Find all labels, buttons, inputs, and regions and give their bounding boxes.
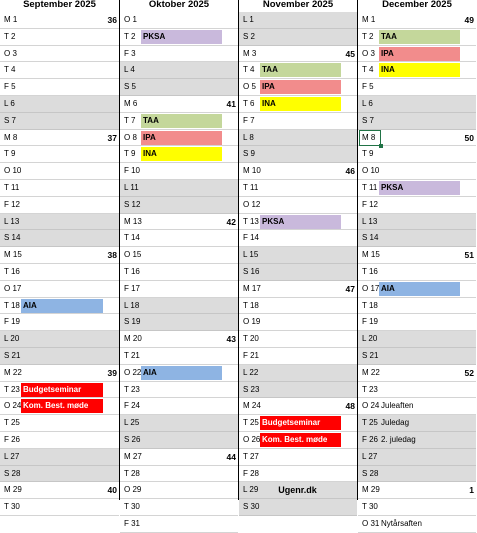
day-label: S 7 [4, 115, 17, 125]
day-row[interactable] [120, 79, 238, 96]
day-row[interactable] [358, 331, 476, 348]
day-row[interactable] [120, 466, 238, 483]
week-number: 47 [345, 283, 355, 294]
event-label: PKSA [141, 30, 222, 44]
day-label: T 11 [362, 183, 378, 192]
day-row[interactable] [358, 482, 476, 499]
event-label: TAA [141, 114, 222, 128]
day-label: F 24 [124, 401, 141, 411]
day-row[interactable] [0, 113, 119, 130]
day-label: F 17 [124, 283, 141, 293]
day-label: S 7 [362, 115, 375, 125]
day-label: T 16 [4, 267, 20, 276]
day-label: L 18 [124, 300, 140, 310]
day-row[interactable] [120, 46, 238, 63]
day-row[interactable] [0, 482, 119, 499]
day-row[interactable] [358, 180, 476, 197]
day-label: M 24 [243, 401, 261, 411]
day-label: F 7 [243, 115, 255, 125]
event-label: PKSA [260, 215, 341, 229]
week-number: 43 [226, 334, 236, 345]
day-label: T 4 [243, 65, 255, 75]
day-row[interactable] [358, 516, 476, 533]
day-row[interactable] [120, 146, 238, 163]
day-label: S 12 [124, 199, 141, 209]
day-row[interactable] [0, 180, 119, 197]
day-row[interactable] [120, 214, 238, 231]
day-row[interactable] [358, 365, 476, 382]
day-row[interactable] [0, 214, 119, 231]
day-label: L 13 [362, 216, 378, 226]
day-row[interactable] [239, 466, 357, 483]
day-label: T 7 [124, 115, 136, 125]
day-label: T 30 [362, 502, 378, 512]
day-row[interactable] [0, 130, 119, 147]
day-row[interactable] [358, 12, 476, 29]
event-label: INA [141, 147, 222, 161]
day-row[interactable] [358, 499, 476, 516]
day-label: M 8 [362, 132, 376, 142]
day-label: F 28 [243, 468, 260, 478]
day-row[interactable] [358, 146, 476, 163]
day-row[interactable] [0, 29, 119, 46]
month-title: December 2025 [382, 0, 452, 10]
day-row[interactable] [0, 96, 119, 113]
day-label: M 8 [4, 132, 18, 142]
day-label: T 16 [124, 267, 140, 276]
day-row[interactable] [120, 331, 238, 348]
day-row[interactable] [120, 382, 238, 399]
day-label: O 3 [4, 48, 17, 58]
day-row[interactable] [239, 130, 357, 147]
day-label: M 1 [362, 15, 376, 24]
day-row[interactable] [120, 180, 238, 197]
day-label: T 2 [362, 31, 374, 41]
week-number: 50 [464, 132, 474, 143]
day-row[interactable] [120, 499, 238, 516]
day-row[interactable] [239, 449, 357, 466]
day-label: M 3 [243, 48, 257, 58]
day-label: F 12 [4, 199, 21, 209]
day-row[interactable] [0, 365, 119, 382]
day-row[interactable] [0, 499, 119, 516]
day-label: S 28 [362, 468, 379, 478]
day-row[interactable] [0, 62, 119, 79]
day-row[interactable] [120, 96, 238, 113]
day-label: S 5 [124, 82, 137, 92]
month-column [357, 0, 476, 528]
day-row[interactable] [120, 348, 238, 365]
week-number: 36 [107, 15, 117, 25]
day-label: L 15 [243, 250, 259, 260]
day-label: F 3 [124, 48, 136, 58]
day-row[interactable] [0, 197, 119, 214]
day-label: L 25 [124, 418, 140, 428]
day-label: T 18 [243, 300, 259, 310]
day-label: S 9 [243, 149, 256, 159]
day-row[interactable] [358, 230, 476, 247]
day-row[interactable] [239, 415, 357, 432]
day-label: S 30 [243, 502, 260, 512]
day-label: L 27 [4, 451, 20, 461]
day-label: T 28 [124, 468, 140, 478]
day-row[interactable] [358, 348, 476, 365]
event-label: Budgetseminar [260, 416, 341, 430]
day-row[interactable] [358, 298, 476, 315]
event-label: AIA [141, 366, 222, 380]
day-label: O 24 [362, 401, 380, 411]
day-row[interactable] [120, 398, 238, 415]
day-label: S 2 [243, 31, 256, 41]
day-label: T 21 [124, 351, 140, 360]
day-row[interactable] [120, 449, 238, 466]
day-row[interactable] [358, 314, 476, 331]
day-row[interactable] [358, 197, 476, 214]
day-label: F 12 [362, 199, 379, 209]
day-row[interactable] [120, 29, 238, 46]
day-label: O 24 [4, 401, 22, 411]
day-row[interactable] [239, 331, 357, 348]
day-row[interactable] [239, 79, 357, 96]
day-label: F 19 [4, 317, 21, 327]
day-row[interactable] [239, 113, 357, 130]
day-row[interactable] [358, 415, 476, 432]
day-row[interactable] [358, 281, 476, 298]
day-label: T 9 [362, 149, 374, 159]
day-row[interactable] [0, 415, 119, 432]
day-label: M 15 [4, 250, 22, 260]
day-label: O 12 [243, 199, 261, 209]
day-label: O 29 [124, 485, 142, 495]
day-label: T 25 [4, 418, 20, 428]
month-title: Oktober 2025 [148, 0, 210, 10]
day-row[interactable] [239, 146, 357, 163]
day-label: F 26 [4, 435, 21, 444]
event-label: TAA [379, 30, 460, 44]
day-row[interactable] [358, 29, 476, 46]
event-label: PKSA [379, 181, 460, 195]
day-row[interactable] [358, 264, 476, 281]
day-label: T 4 [4, 65, 16, 75]
day-label: O 3 [362, 48, 375, 58]
day-label: L 27 [362, 451, 378, 461]
day-label: T 9 [124, 149, 136, 159]
day-row[interactable] [358, 214, 476, 231]
day-row[interactable] [358, 130, 476, 147]
day-label: M 29 [4, 485, 22, 495]
day-row[interactable] [0, 348, 119, 365]
week-number: 51 [464, 250, 474, 261]
day-label: T 11 [243, 183, 259, 192]
day-label: O 17 [4, 283, 22, 293]
day-row[interactable] [0, 12, 119, 29]
week-number: 49 [464, 15, 474, 25]
day-label: F 26 [362, 435, 379, 444]
day-label: T 18 [362, 300, 378, 310]
day-label: L 4 [124, 65, 135, 75]
event-label: AIA [379, 282, 460, 296]
day-row[interactable] [239, 247, 357, 264]
day-row[interactable] [239, 348, 357, 365]
day-label: F 14 [243, 233, 260, 243]
day-row[interactable] [239, 499, 357, 516]
day-row[interactable] [0, 382, 119, 399]
day-label: F 31 [124, 519, 141, 528]
day-row[interactable] [0, 146, 119, 163]
day-label: M 15 [362, 250, 380, 260]
day-row[interactable] [0, 466, 119, 483]
day-label: O 17 [362, 283, 380, 293]
day-label: L 22 [243, 367, 259, 377]
week-number: 38 [107, 250, 117, 261]
day-label: O 31 [362, 519, 380, 528]
day-label: L 29 [243, 485, 259, 495]
month-title: September 2025 [23, 0, 96, 10]
day-row[interactable] [239, 230, 357, 247]
day-label: T 30 [4, 502, 20, 512]
day-label: S 14 [362, 233, 379, 243]
day-row[interactable] [358, 398, 476, 415]
week-number: 42 [226, 216, 236, 227]
day-label: O 10 [4, 166, 22, 176]
day-row[interactable] [239, 12, 357, 29]
month-column [119, 0, 238, 528]
day-label: T 27 [243, 451, 259, 461]
day-row[interactable] [0, 449, 119, 466]
day-row[interactable] [120, 163, 238, 180]
day-row[interactable] [358, 46, 476, 63]
day-label: M 6 [124, 99, 138, 108]
day-row[interactable] [239, 382, 357, 399]
day-label: O 10 [362, 166, 380, 176]
day-label: S 21 [4, 351, 21, 360]
day-label: M 22 [4, 367, 22, 377]
day-row[interactable] [0, 247, 119, 264]
day-label: M 29 [362, 485, 380, 495]
week-number: 48 [345, 401, 355, 412]
week-number: 52 [464, 367, 474, 378]
day-label: T 25 [362, 418, 378, 428]
day-row[interactable] [0, 331, 119, 348]
day-row[interactable] [0, 298, 119, 315]
day-label: F 10 [124, 166, 141, 176]
event-label: IPA [141, 131, 222, 145]
day-label: O 5 [243, 82, 256, 92]
day-label: M 1 [4, 15, 18, 24]
day-row[interactable] [120, 298, 238, 315]
day-row[interactable] [120, 264, 238, 281]
day-row[interactable] [0, 163, 119, 180]
day-row[interactable] [358, 247, 476, 264]
week-number: 40 [107, 485, 117, 496]
day-label: S 19 [124, 317, 141, 327]
day-row[interactable] [239, 180, 357, 197]
day-label: O 15 [124, 250, 142, 260]
week-number: 39 [107, 367, 117, 378]
day-label: S 14 [4, 233, 21, 243]
day-row[interactable] [239, 314, 357, 331]
event-label: IPA [260, 80, 341, 94]
day-label: O 26 [243, 435, 261, 444]
day-row[interactable] [239, 29, 357, 46]
day-label: S 23 [243, 384, 260, 394]
day-row[interactable] [239, 432, 357, 449]
month-column [0, 0, 119, 512]
day-label: F 5 [4, 82, 16, 92]
event-label: TAA [260, 63, 341, 77]
event-label: Kom. Best. møde [21, 399, 103, 413]
week-number: 46 [345, 166, 355, 177]
day-label: O 19 [243, 317, 261, 327]
day-row[interactable] [120, 247, 238, 264]
day-row[interactable] [358, 449, 476, 466]
day-row[interactable] [120, 230, 238, 247]
day-row[interactable] [0, 264, 119, 281]
day-row[interactable] [358, 163, 476, 180]
day-row[interactable] [0, 230, 119, 247]
day-label: L 6 [362, 99, 373, 108]
day-label: F 19 [362, 317, 379, 327]
day-label: T 2 [124, 31, 136, 41]
day-row[interactable] [239, 281, 357, 298]
day-label: S 26 [124, 435, 141, 444]
day-label: T 23 [362, 384, 378, 394]
day-label: M 10 [243, 166, 261, 176]
day-row[interactable] [0, 432, 119, 449]
selected-cell-outline [359, 130, 381, 146]
day-label: S 28 [4, 468, 21, 478]
day-row[interactable] [358, 432, 476, 449]
day-label: L 13 [4, 216, 20, 226]
day-label: L 20 [362, 334, 378, 344]
day-label: O 1 [124, 15, 137, 24]
week-number: 37 [107, 132, 117, 143]
day-row[interactable] [239, 398, 357, 415]
event-label: 2. juledag [381, 435, 416, 444]
day-label: T 6 [243, 99, 255, 108]
day-row[interactable] [120, 314, 238, 331]
day-label: S 16 [243, 267, 260, 276]
day-row[interactable] [0, 314, 119, 331]
day-row[interactable] [120, 432, 238, 449]
day-row[interactable] [120, 62, 238, 79]
day-label: T 20 [243, 334, 259, 344]
day-row[interactable] [120, 12, 238, 29]
event-label: INA [379, 63, 460, 77]
day-row[interactable] [239, 96, 357, 113]
day-label: F 21 [243, 351, 260, 360]
day-row[interactable] [358, 382, 476, 399]
day-label: M 22 [362, 367, 380, 377]
day-row[interactable] [239, 163, 357, 180]
day-row[interactable] [120, 365, 238, 382]
day-label: T 16 [362, 267, 378, 276]
day-row[interactable] [120, 113, 238, 130]
day-label: M 27 [124, 451, 142, 461]
day-label: F 5 [362, 82, 374, 92]
day-row[interactable] [0, 281, 119, 298]
day-row[interactable] [239, 264, 357, 281]
event-label: Budgetseminar [21, 383, 103, 397]
day-label: T 11 [4, 183, 20, 192]
week-number: 45 [345, 48, 355, 59]
day-label: L 8 [243, 132, 254, 142]
day-row[interactable] [358, 79, 476, 96]
day-row[interactable] [358, 113, 476, 130]
day-row[interactable] [239, 298, 357, 315]
day-label: O 8 [124, 132, 137, 142]
day-label: L 1 [243, 15, 254, 24]
week-number: 44 [226, 451, 236, 462]
day-label: L 20 [4, 334, 20, 344]
day-row[interactable] [239, 214, 357, 231]
event-label: AIA [21, 299, 103, 313]
day-row[interactable] [358, 62, 476, 79]
day-label: M 17 [243, 283, 261, 293]
event-label: Juledag [381, 418, 410, 428]
day-row[interactable] [0, 398, 119, 415]
week-number: 41 [226, 99, 236, 109]
event-label: Nytårsaften [381, 519, 422, 528]
day-label: M 13 [124, 216, 142, 226]
day-row[interactable] [120, 130, 238, 147]
day-label: T 9 [4, 149, 16, 159]
day-label: T 23 [124, 384, 140, 394]
day-row[interactable] [0, 46, 119, 63]
day-row[interactable] [120, 482, 238, 499]
day-label: T 4 [362, 65, 374, 75]
event-label: Juleaften [381, 401, 414, 411]
day-row[interactable] [120, 281, 238, 298]
event-label: Kom. Best. møde [260, 433, 341, 447]
day-label: S 21 [362, 351, 379, 360]
day-label: O 22 [124, 367, 142, 377]
day-row[interactable] [358, 466, 476, 483]
day-label: T 13 [243, 216, 259, 226]
day-row[interactable] [120, 516, 238, 533]
day-row[interactable] [358, 96, 476, 113]
day-label: T 14 [124, 233, 140, 243]
day-row[interactable] [120, 415, 238, 432]
day-label: T 18 [4, 300, 20, 310]
day-row[interactable] [239, 62, 357, 79]
day-row[interactable] [120, 197, 238, 214]
month-title: November 2025 [262, 0, 334, 10]
day-label: T 25 [243, 418, 259, 428]
day-row[interactable] [239, 365, 357, 382]
day-label: L 6 [4, 99, 15, 108]
day-row[interactable] [0, 79, 119, 96]
day-label: M 20 [124, 334, 142, 344]
day-label: T 23 [4, 384, 20, 394]
day-label: L 11 [124, 183, 139, 192]
event-label: IPA [379, 47, 460, 61]
day-label: T 2 [4, 31, 16, 41]
day-label: T 30 [124, 502, 140, 512]
day-row[interactable] [239, 197, 357, 214]
week-number: 1 [469, 485, 474, 496]
month-column [238, 0, 357, 512]
day-row[interactable] [239, 46, 357, 63]
footer-brand: Ugenr.dk [278, 485, 317, 495]
event-label: INA [260, 97, 341, 111]
